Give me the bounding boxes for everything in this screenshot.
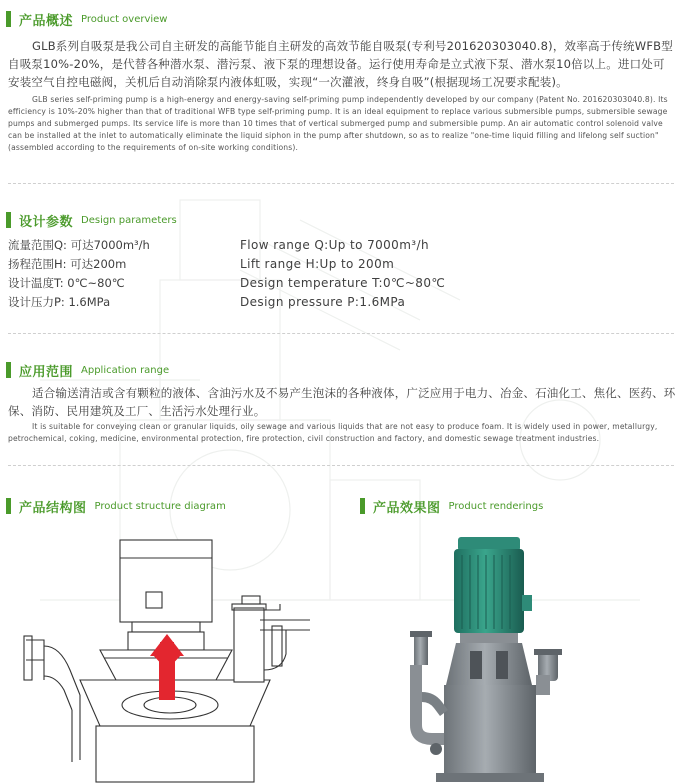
overview-title-zh: 产品概述	[19, 13, 74, 29]
section-marker	[6, 11, 11, 27]
section-marker	[6, 362, 11, 378]
renderings-title-en: Product renderings	[448, 500, 544, 512]
application-text-zh: 适合输送清洁或含有颗粒的液体、含油污水及不易产生泡沫的各种液体，广泛应用于电力、冶金、石油化工、焦化、医药、环保、消防、民用建筑及工厂、生活污水处理行业。	[8, 386, 676, 418]
param-flow-en: Flow range Q:Up to 7000m³/h	[240, 238, 429, 252]
divider	[8, 183, 674, 184]
params-list-en	[240, 236, 445, 312]
renderings-title-zh: 产品效果图	[373, 500, 441, 516]
param-lift-zh: 扬程范围H: 可达200m	[8, 257, 127, 271]
section-marker	[360, 498, 365, 514]
overview-header	[6, 10, 168, 28]
section-marker	[6, 498, 11, 514]
application-title-en: Application range	[81, 364, 170, 376]
param-lift-en: Lift range H:Up to 200m	[240, 257, 395, 271]
params-title-zh: 设计参数	[19, 214, 74, 230]
overview-text-zh: GLB系列自吸泵是我公司自主研发的高能节能自主研发的高效节能自吸泵(专利号201620303040.8)，效率高于传统WFB型自吸泵10%-20%，是代替各种潜水泵、潜污泵、液下泵的理想设备。运行使用寿命是立式液下泵、潜水泵10倍以上。进口处可安装空气自控电磁阀，关机后自动消除泵内液体虹吸，实现“一次灌液，终身自吸”(根据现场工况要求配装)。	[8, 39, 673, 89]
application-header	[6, 361, 169, 379]
param-flow-zh: 流量范围Q: 可达7000m³/h	[8, 238, 150, 252]
overview-text-en: GLB series self-priming pump is a high-energy and energy-saving self-priming pump independently developed by our company (Patent No. 201620303040.8). Its efficiency is 10%-20% higher than that of traditional WFB type self-priming pump. It is an ideal equipment to replace various submersible pumps, submersible sewage pumps and submerged pumps. Its service life is more than 10 times that of vertical submerged pump and submersible pump. An air automatic control solenoid valve can be installed at the inlet to automatically eliminate the liquid siphon in the pump after shutdown, so as to realize "one-time liquid filling and lifelong self suction" (assembled according to the requirements of on-site working conditions).	[8, 95, 668, 152]
structure-diagram	[20, 530, 330, 784]
product-rendering	[400, 525, 600, 784]
structure-title-zh: 产品结构图	[19, 500, 87, 516]
param-temp-en: Design temperature T:0℃~80℃	[240, 276, 446, 290]
overview-title-en: Product overview	[81, 13, 168, 25]
param-temp-zh: 设计温度T: 0℃~80℃	[8, 276, 125, 290]
section-marker	[6, 212, 11, 228]
divider	[8, 333, 674, 334]
params-title-en: Design parameters	[81, 214, 177, 226]
application-text-en: It is suitable for conveying clean or granular liquids, oily sewage and various liquids that are not easy to produce foam. It is widely used in power, metallurgy, petrochemical, coking, medicine, environmental protection, fire protection, civil construction and factory, and domestic sewage treatment industries.	[8, 422, 658, 443]
renderings-header	[360, 497, 543, 515]
params-list-zh	[8, 236, 150, 312]
structure-header	[6, 497, 226, 515]
param-pressure-en: Design pressure P:1.6MPa	[240, 295, 406, 309]
params-header	[6, 211, 177, 229]
param-pressure-zh: 设计压力P: 1.6MPa	[8, 295, 111, 309]
structure-title-en: Product structure diagram	[94, 500, 226, 512]
application-title-zh: 应用范围	[19, 364, 74, 380]
divider	[8, 465, 674, 466]
